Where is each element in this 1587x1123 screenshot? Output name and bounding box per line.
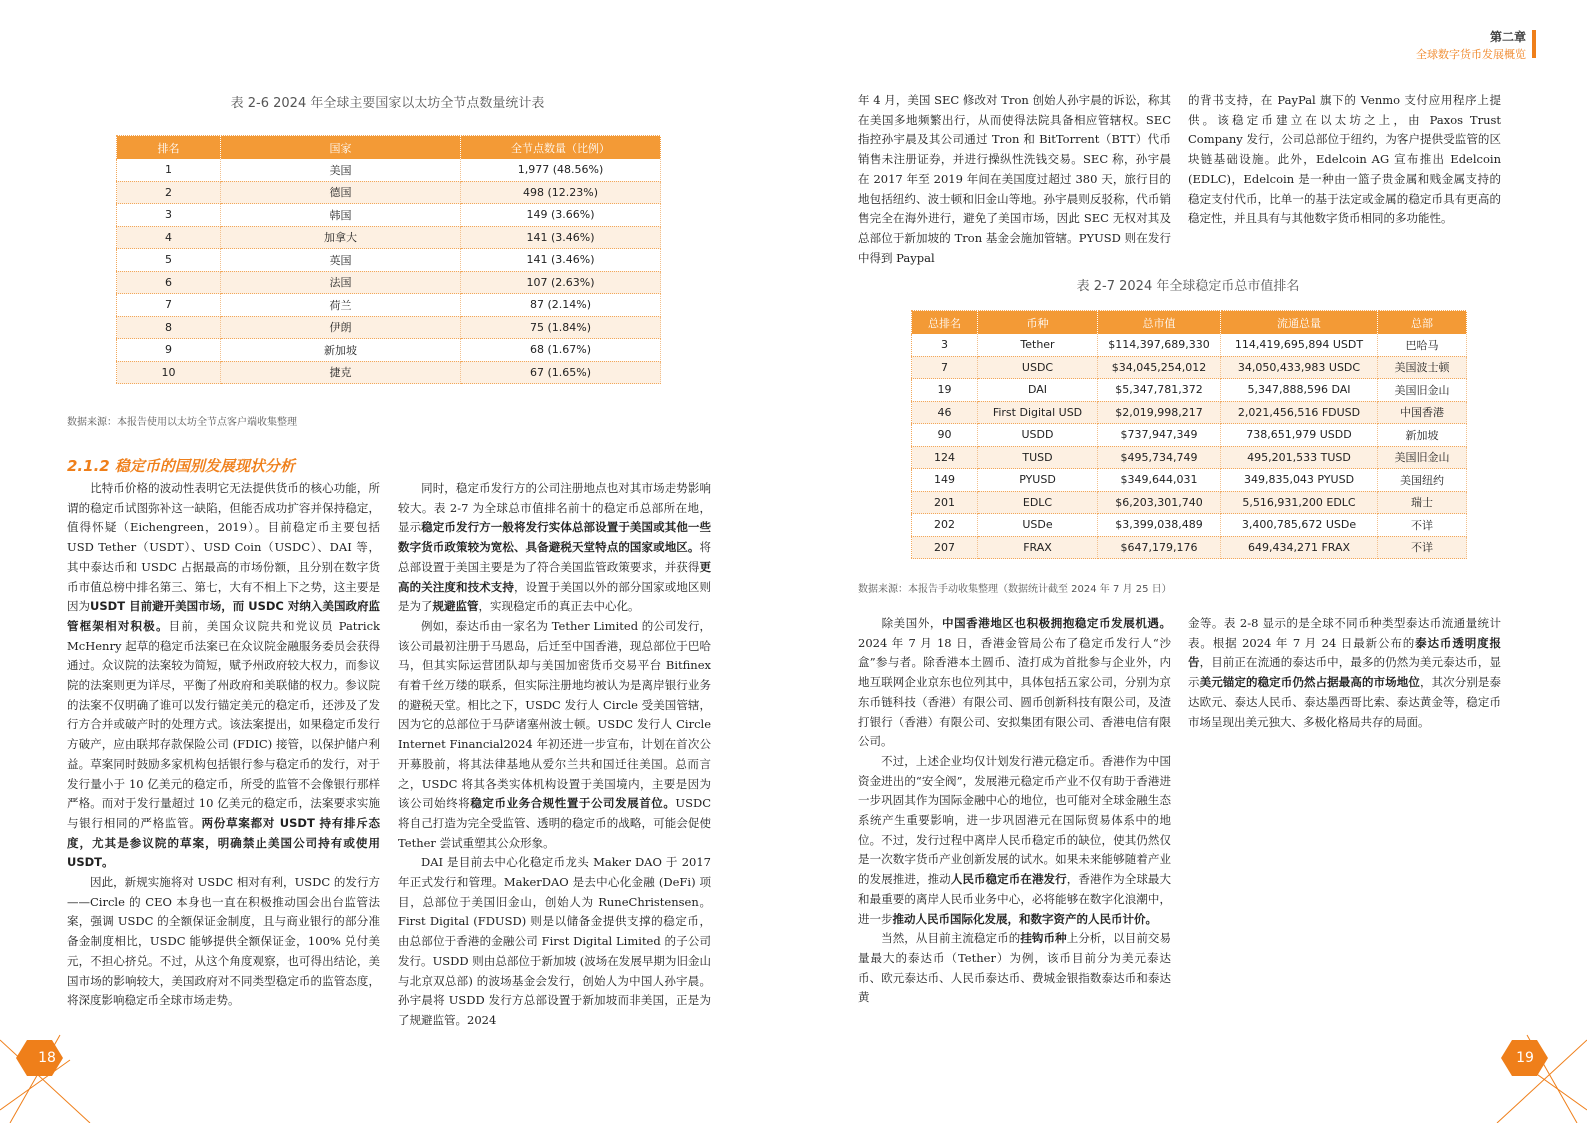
table-cell: $6,203,301,740 bbox=[1098, 491, 1221, 514]
table-row bbox=[912, 491, 1467, 514]
table-row bbox=[912, 401, 1467, 424]
table-cell: 法国 bbox=[221, 271, 461, 294]
chapter-subtitle: 全球数字货币发展概览 bbox=[1416, 48, 1526, 61]
table-cell: 新加坡 bbox=[1378, 424, 1467, 447]
table-cell: 68 (1.67%) bbox=[461, 339, 661, 362]
right-column-1-bottom bbox=[858, 614, 1171, 1008]
paragraph: 例如，泰达币由一家名为 Tether Limited 的公司发行，该公司最初注册于马恩岛，后迁至中国香港，现总部位于巴哈马，但其实际运营团队却与美国加密货币交易平台 Bitfinex 有着千丝万缕的联系，但实际注册地均被认为是离岸银行业务的避税天堂。相比之下，USDC 发行人 Circle 受美国管辖，因为它的总部位于马萨诸塞州波士顿。USDC 发行人 Circle Internet Financial2024 年初还进一步宣布，计划在首次公开募股前，将其法律基地从爱尔兰共和国迁往美国。总而言之，USDC 将其各类实体机构设置于美国境内，主要是因为该公司始终将稳定币业务合规性置于公司发展首位。USDC 将自己打造为完全受监管、透明的稳定币的战略，可能会促使 Tether 尝试重塑其公众形象。 bbox=[398, 618, 712, 850]
table-cell: 不详 bbox=[1378, 536, 1467, 559]
table-cell: 495,201,533 TUSD bbox=[1221, 446, 1378, 469]
table-header-cell: 总排名 bbox=[912, 311, 978, 335]
paragraph: 年 4 月，美国 SEC 修改对 Tron 创始人孙宇晨的诉讼，称其在美国多地频繁出行，从而使得法院具备相应管辖权。SEC 指控孙宇晨及其公司通过 Tron 和 BitTorrent（BTT）代币销售未注册证券，并进行操纵性洗钱交易。SEC 称，孙宇晨在 2017 年至 2019 年间在美国度过超过 380 天，旅行目的地包括纽约、波士顿和旧金山等地。孙宇晨则反驳称，代币销售完全在海外进行，避免了美国市场，因此 SEC 无权对其及总部位于新加坡的 Tron 基金会施加管辖。PYUSD 则在发行中得到 Paypal bbox=[858, 93, 1171, 265]
table-cell: $349,644,031 bbox=[1098, 469, 1221, 492]
table-cell: 8 bbox=[117, 316, 221, 339]
table-cell: $495,734,749 bbox=[1098, 446, 1221, 469]
table-cell: 10 bbox=[117, 361, 221, 384]
table-cell: 3 bbox=[117, 204, 221, 227]
table-cell: 19 bbox=[912, 379, 978, 402]
table-cell: 5 bbox=[117, 249, 221, 272]
page-number-left: 18 bbox=[38, 1050, 56, 1066]
chapter-header-bar bbox=[1532, 30, 1536, 58]
table-cell: 1 bbox=[117, 159, 221, 181]
table-cell: 75 (1.84%) bbox=[461, 316, 661, 339]
table-row bbox=[117, 181, 661, 204]
table-cell: 87 (2.14%) bbox=[461, 294, 661, 317]
table-row bbox=[117, 249, 661, 272]
table-cell: 荷兰 bbox=[221, 294, 461, 317]
table-row bbox=[912, 356, 1467, 379]
right-column-2-bottom bbox=[1188, 614, 1501, 732]
table-cell: PYUSD bbox=[978, 469, 1098, 492]
table-row bbox=[117, 361, 661, 384]
table-cell: USDD bbox=[978, 424, 1098, 447]
table-header-cell: 排名 bbox=[117, 136, 221, 160]
table-cell: EDLC bbox=[978, 491, 1098, 514]
table-row bbox=[912, 379, 1467, 402]
table-cell: $5,347,781,372 bbox=[1098, 379, 1221, 402]
table-cell: $114,397,689,330 bbox=[1098, 334, 1221, 356]
table-row bbox=[912, 334, 1467, 356]
paragraph: 同时，稳定币发行方的公司注册地点也对其市场走势影响较大。表 2-7 为全球总市值排名前十的稳定币总部所在地，显示稳定币发行方一般将发行实体总部设置于美国或其他一些数字货币政策较为宽松、具备避税天堂特点的国家或地区。将总部设置于美国主要是为了符合美国监管政策要求，并获得更高的关注度和技术支持，设置于美国以外的部分国家或地区则是为了规避监管，实现稳定币的真正去中心化。 bbox=[398, 481, 712, 614]
paragraph: DAI 是目前去中心化稳定币龙头 Maker DAO 于 2017 年正式发行和管理。MakerDAO 是去中心化金融 (DeFi) 项目，总部位于美国旧金山，创始人为 RuneChristensen。First Digital (FDUSD) 则是以储备金提供支撑的稳定币，由总部位于香港的金融公司 First Digital Limited 的子公司发行。USDD 则由总部位于新加坡 (波场在发展早期为旧金山与北京双总部) 的波场基金会发行，创始人为中国人孙宇晨。孙宇晨将 USDD 发行方总部设置于新加坡而非美国，正是为了规避监管。2024 bbox=[398, 855, 711, 1027]
section-title: 2.1.2 稳定币的国别发展现状分析 bbox=[67, 457, 295, 475]
table-cell: 149 (3.66%) bbox=[461, 204, 661, 227]
table-header-cell: 总市值 bbox=[1098, 311, 1221, 335]
table-2-6-caption: 表 2-6 2024 年全球主要国家以太坊全节点数量统计表 bbox=[230, 96, 545, 111]
paragraph: 当然，从目前主流稳定币的挂钩币种上分析，以目前交易量最大的泰达币（Tether）为例，该币目前分为美元泰达币、欧元泰达币、人民币泰达币、费城金银指数泰达币和泰达黄 bbox=[858, 931, 1172, 1005]
table-row bbox=[912, 514, 1467, 537]
table-cell: 9 bbox=[117, 339, 221, 362]
table-cell: 英国 bbox=[221, 249, 461, 272]
paragraph: 的背书支持，在 PayPal 旗下的 Venmo 支付应用程序上提供。该稳定币建立在以太坊之上，由 Paxos Trust Company 发行，公司总部位于纽约，为客户提供受监管的区块链基础设施。此外，Edelcoin AG 宣布推出 Edelcoin (EDLC)，Edelcoin 是一种由一篮子贵金属和贱金属支持的稳定支付代币，比单一的基于法定或金属的稳定币具有更高的稳定性，并且具有与其他数字货币相同的多功能性。 bbox=[1188, 93, 1501, 226]
table-cell: 67 (1.65%) bbox=[461, 361, 661, 384]
table-2-7-caption: 表 2-7 2024 年全球稳定币总市值排名 bbox=[1076, 279, 1300, 294]
table-cell: 149 bbox=[912, 469, 978, 492]
table-header-cell: 全节点数量（比例） bbox=[461, 136, 661, 160]
table-header-cell: 国家 bbox=[221, 136, 461, 160]
table-header-cell: 总部 bbox=[1378, 311, 1467, 335]
table-cell: 46 bbox=[912, 401, 978, 424]
table-cell: 201 bbox=[912, 491, 978, 514]
table-row bbox=[912, 469, 1467, 492]
chapter-label: 第二章 bbox=[1489, 30, 1526, 44]
table-header-cell: 流通总量 bbox=[1221, 311, 1378, 335]
ethereum-nodes-table bbox=[116, 135, 661, 384]
table-cell: 7 bbox=[117, 294, 221, 317]
table-2-7-source: 数据来源：本报告手动收集整理（数据统计截至 2024 年 7 月 25 日） bbox=[858, 584, 1172, 595]
table-row bbox=[117, 294, 661, 317]
table-cell: 4 bbox=[117, 226, 221, 249]
paragraph: 因此，新规实施将对 USDC 相对有利，USDC 的发行方——Circle 的 CEO 本身也一直在积极推动国会出台监管法案，强调 USDC 的全额保证金制度，且与商业银行的部分准备金制度相比，USDC 能够提供全额保证金，100% 兑付美元，不担心挤兑。不过，从这个角度观察，也可得出结论，美国市场的影响较大，美国政府对不同类型稳定币的监管态度，将深度影响稳定币全球市场走势。 bbox=[67, 875, 380, 1008]
table-cell: 韩国 bbox=[221, 204, 461, 227]
table-cell: FRAX bbox=[978, 536, 1098, 559]
chapter-header bbox=[1300, 28, 1526, 62]
table-row bbox=[117, 226, 661, 249]
paragraph: 金等。表 2-8 显示的是全球不同币种类型泰达币流通量统计表。根据 2024 年 7 月 24 日最新公布的泰达币透明度报告，目前正在流通的泰达币中，最多的仍然为美元泰达币，显示美元锚定的稳定币仍然占据最高的市场地位，其次分别是泰达欧元、泰达人民币、泰达墨西哥比索、泰达黄金等，稳定币市场呈现出美元独大、多极化格局共存的局面。 bbox=[1188, 616, 1502, 729]
table-cell: 90 bbox=[912, 424, 978, 447]
table-row bbox=[912, 446, 1467, 469]
table-cell: 加拿大 bbox=[221, 226, 461, 249]
left-column-1 bbox=[67, 479, 380, 1011]
table-row bbox=[912, 536, 1467, 559]
table-cell: 498 (12.23%) bbox=[461, 181, 661, 204]
table-cell: 美国 bbox=[221, 159, 461, 181]
table-cell: $737,947,349 bbox=[1098, 424, 1221, 447]
table-cell: USDC bbox=[978, 356, 1098, 379]
table-cell: 3 bbox=[912, 334, 978, 356]
table-cell: First Digital USD bbox=[978, 401, 1098, 424]
right-column-2-top bbox=[1188, 91, 1501, 229]
paragraph: 比特币价格的波动性表明它无法提供货币的核心功能，所谓的稳定币试图弥补这一缺陷，但能否成功扩容并保持稳定，值得怀疑（Eichengreen，2019）。目前稳定币主要包括 USD Tether（USDT）、USD Coin（USDC）、DAI 等，其中泰达币和 USDC 占据最高的市场份额，且分别在数字货币市值总榜中排名第三、第七，大有不相上下之势，这主要是因为USDT 目前避开美国市场，而 USDC 对纳入美国政府监管框架相对积极。目前，美国众议院共和党议员 Patrick McHenry 起草的稳定币法案已在众议院金融服务委员会获得通过。众议院的法案较为简短，赋予州政府较大权力，而参议院的法案则更为详尽，平衡了州政府和美联储的权力。参议院的法案不仅明确了谁可以发行锚定美元的稳定币，还涉及了发行方合并或破产时的处理方式。该法案提出，如果稳定币发行方破产，应由联邦存款保险公司 (FDIC) 接管，以保护储户利益。草案同时鼓励多家机构包括银行参与稳定币的发行，对于发行量小于 10 亿美元的稳定币，所受的监管不会像银行那样严格。而对于发行量超过 10 亿美元的稳定币，法案要求实施与银行相同的严格监管。两份草案都对 USDT 持有排斥态度，尤其是参议院的草案，明确禁止美国公司持有或使用 USDT。 bbox=[67, 481, 381, 870]
paragraph: 除美国外，中国香港地区也积极拥抱稳定币发展机遇。2024 年 7 月 18 日，香港金管局公布了稳定币发行人“沙盒”参与者。除香港本土圆币、渣打成为首批参与企业外，内地互联网企业京东也位列其中，具体包括五家公司，分别为京东币链科技（香港）有限公司、圆币创新科技有限公司，及渣打银行（香港）有限公司、安拟集团有限公司、香港电信有限公司。 bbox=[858, 616, 1171, 749]
table-cell: 德国 bbox=[221, 181, 461, 204]
table-row bbox=[117, 316, 661, 339]
table-cell: 巴哈马 bbox=[1378, 334, 1467, 356]
table-cell: 2,021,456,516 FDUSD bbox=[1221, 401, 1378, 424]
table-cell: 141 (3.46%) bbox=[461, 249, 661, 272]
table-cell: 5,347,888,596 DAI bbox=[1221, 379, 1378, 402]
table-row bbox=[117, 204, 661, 227]
table-row bbox=[912, 424, 1467, 447]
stablecoin-market-cap-table bbox=[911, 310, 1467, 559]
table-cell: 114,419,695,894 USDT bbox=[1221, 334, 1378, 356]
table-row bbox=[117, 339, 661, 362]
left-column-2 bbox=[398, 479, 711, 1031]
table-cell: 124 bbox=[912, 446, 978, 469]
table-cell: 6 bbox=[117, 271, 221, 294]
table-cell: 瑞士 bbox=[1378, 491, 1467, 514]
paragraph: 不过，上述企业均仅计划发行港元稳定币。香港作为中国资金进出的“安全阀”，发展港元稳定币产业不仅有助于香港进一步巩固其作为国际金融中心的地位，也可能对全球金融生态系统产生重要影响，进一步巩固港元在国际贸易体系中的地位。不过，发行过程中离岸人民币稳定币的缺位，使其仍然仅是一次数字货币产业创新发展的试水。如果未来能够随着产业的发展推进，推动人民币稳定币在港发行，香港作为全球最大和最重要的离岸人民币业务中心，必将能够在数字化浪潮中，进一步推动人民币国际化发展，和数字资产的人民币计价。 bbox=[858, 753, 1172, 926]
table-cell: 伊朗 bbox=[221, 316, 461, 339]
table-cell: 中国香港 bbox=[1378, 401, 1467, 424]
table-cell: $2,019,998,217 bbox=[1098, 401, 1221, 424]
table-cell: 不详 bbox=[1378, 514, 1467, 537]
table-cell: 202 bbox=[912, 514, 978, 537]
table-cell: 美国旧金山 bbox=[1378, 379, 1467, 402]
page-number-right: 19 bbox=[1516, 1050, 1534, 1066]
table-cell: $3,399,038,489 bbox=[1098, 514, 1221, 537]
table-cell: 141 (3.46%) bbox=[461, 226, 661, 249]
table-cell: $34,045,254,012 bbox=[1098, 356, 1221, 379]
table-cell: 7 bbox=[912, 356, 978, 379]
table-row bbox=[117, 159, 661, 181]
table-cell: 捷克 bbox=[221, 361, 461, 384]
table-cell: USDe bbox=[978, 514, 1098, 537]
table-cell: DAI bbox=[978, 379, 1098, 402]
table-cell: 新加坡 bbox=[221, 339, 461, 362]
table-cell: 美国纽约 bbox=[1378, 469, 1467, 492]
table-cell: 美国波士顿 bbox=[1378, 356, 1467, 379]
table-cell: 349,835,043 PYUSD bbox=[1221, 469, 1378, 492]
table-cell: Tether bbox=[978, 334, 1098, 356]
right-column-1-top bbox=[858, 91, 1171, 268]
table-cell: 5,516,931,200 EDLC bbox=[1221, 491, 1378, 514]
table-cell: 107 (2.63%) bbox=[461, 271, 661, 294]
table-cell: 738,651,979 USDD bbox=[1221, 424, 1378, 447]
table-cell: 207 bbox=[912, 536, 978, 559]
table-cell: 2 bbox=[117, 181, 221, 204]
table-row bbox=[117, 271, 661, 294]
table-cell: 1,977 (48.56%) bbox=[461, 159, 661, 181]
table-header-cell: 币种 bbox=[978, 311, 1098, 335]
table-cell: 3,400,785,672 USDe bbox=[1221, 514, 1378, 537]
table-cell: TUSD bbox=[978, 446, 1098, 469]
table-cell: $647,179,176 bbox=[1098, 536, 1221, 559]
table-cell: 美国旧金山 bbox=[1378, 446, 1467, 469]
table-2-6-source: 数据来源：本报告使用以太坊全节点客户端收集整理 bbox=[67, 417, 297, 428]
table-cell: 34,050,433,983 USDC bbox=[1221, 356, 1378, 379]
table-cell: 649,434,271 FRAX bbox=[1221, 536, 1378, 559]
